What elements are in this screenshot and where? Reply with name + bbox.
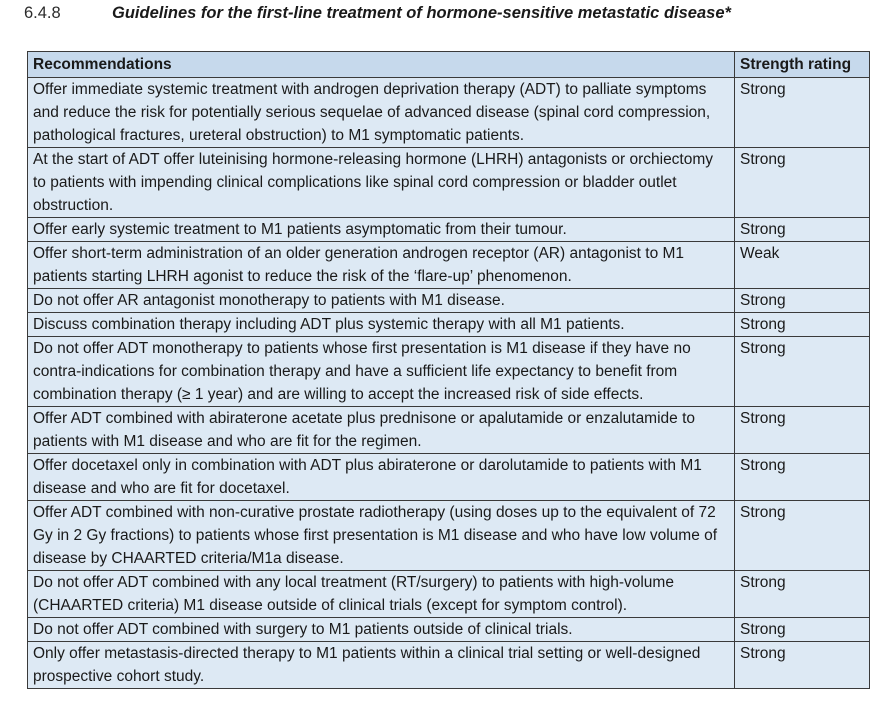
strength-cell: Strong bbox=[735, 218, 870, 242]
recommendation-cell: Do not offer ADT monotherapy to patients whose first presentation is M1 disease if they have no contra-indications for combination therapy and have a sufficient life expectancy to benefit from combination therapy (≥ 1 year) and are willing to accept the increased risk of side effects. bbox=[28, 337, 735, 407]
section-title: Guidelines for the first-line treatment of hormone-sensitive metastatic disease* bbox=[112, 4, 731, 22]
recommendation-cell: Offer docetaxel only in combination with ADT plus abiraterone or darolutamide to patients with M1 disease and who are fit for docetaxel. bbox=[28, 454, 735, 501]
recommendation-cell: Offer short-term administration of an older generation androgen receptor (AR) antagonist to M1 patients starting LHRH agonist to reduce the risk of the ‘flare-up’ phenomenon. bbox=[28, 242, 735, 289]
recommendation-cell: Discuss combination therapy including ADT plus systemic therapy with all M1 patients. bbox=[28, 313, 735, 337]
table-row bbox=[28, 571, 870, 618]
table-row bbox=[28, 313, 870, 337]
recommendation-cell: Only offer metastasis-directed therapy to M1 patients within a clinical trial setting or well-designed prospective cohort study. bbox=[28, 642, 735, 689]
strength-cell: Strong bbox=[735, 407, 870, 454]
section-heading bbox=[24, 3, 731, 23]
strength-cell: Strong bbox=[735, 618, 870, 642]
table-row bbox=[28, 337, 870, 407]
table-row bbox=[28, 218, 870, 242]
header-recommendations: Recommendations bbox=[28, 52, 735, 78]
recommendation-cell: Offer ADT combined with non-curative prostate radiotherapy (using doses up to the equivalent of 72 Gy in 2 Gy fractions) to patients whose first presentation is M1 disease and who have low volume of disease by CHAARTED criteria/M1a disease. bbox=[28, 501, 735, 571]
header-strength-rating: Strength rating bbox=[735, 52, 870, 78]
recommendation-cell: Do not offer AR antagonist monotherapy to patients with M1 disease. bbox=[28, 289, 735, 313]
recommendations-table bbox=[27, 51, 870, 689]
recommendation-cell: Offer early systemic treatment to M1 patients asymptomatic from their tumour. bbox=[28, 218, 735, 242]
table-row bbox=[28, 78, 870, 148]
strength-cell: Weak bbox=[735, 242, 870, 289]
strength-cell: Strong bbox=[735, 337, 870, 407]
table-row bbox=[28, 407, 870, 454]
strength-cell: Strong bbox=[735, 313, 870, 337]
table-row bbox=[28, 289, 870, 313]
strength-cell: Strong bbox=[735, 642, 870, 689]
strength-cell: Strong bbox=[735, 454, 870, 501]
strength-cell: Strong bbox=[735, 289, 870, 313]
table-row bbox=[28, 642, 870, 689]
table-header-row bbox=[28, 52, 870, 78]
strength-cell: Strong bbox=[735, 148, 870, 218]
table-row bbox=[28, 148, 870, 218]
recommendation-cell: Offer immediate systemic treatment with androgen deprivation therapy (ADT) to palliate symptoms and reduce the risk for potentially serious sequelae of advanced disease (spinal cord compression, pathological fractures, ureteral obstruction) to M1 symptomatic patients. bbox=[28, 78, 735, 148]
table-row bbox=[28, 501, 870, 571]
strength-cell: Strong bbox=[735, 571, 870, 618]
table-row bbox=[28, 242, 870, 289]
recommendation-cell: Do not offer ADT combined with surgery to M1 patients outside of clinical trials. bbox=[28, 618, 735, 642]
recommendation-cell: Do not offer ADT combined with any local treatment (RT/surgery) to patients with high-volume (CHAARTED criteria) M1 disease outside of clinical trials (except for symptom control). bbox=[28, 571, 735, 618]
table-row bbox=[28, 618, 870, 642]
section-number: 6.4.8 bbox=[24, 4, 61, 22]
recommendation-cell: At the start of ADT offer luteinising hormone-releasing hormone (LHRH) antagonists or orchiectomy to patients with impending clinical complications like spinal cord compression or bladder outlet obstruction. bbox=[28, 148, 735, 218]
strength-cell: Strong bbox=[735, 501, 870, 571]
table-row bbox=[28, 454, 870, 501]
recommendation-cell: Offer ADT combined with abiraterone acetate plus prednisone or apalutamide or enzalutamide to patients with M1 disease and who are fit for the regimen. bbox=[28, 407, 735, 454]
strength-cell: Strong bbox=[735, 78, 870, 148]
